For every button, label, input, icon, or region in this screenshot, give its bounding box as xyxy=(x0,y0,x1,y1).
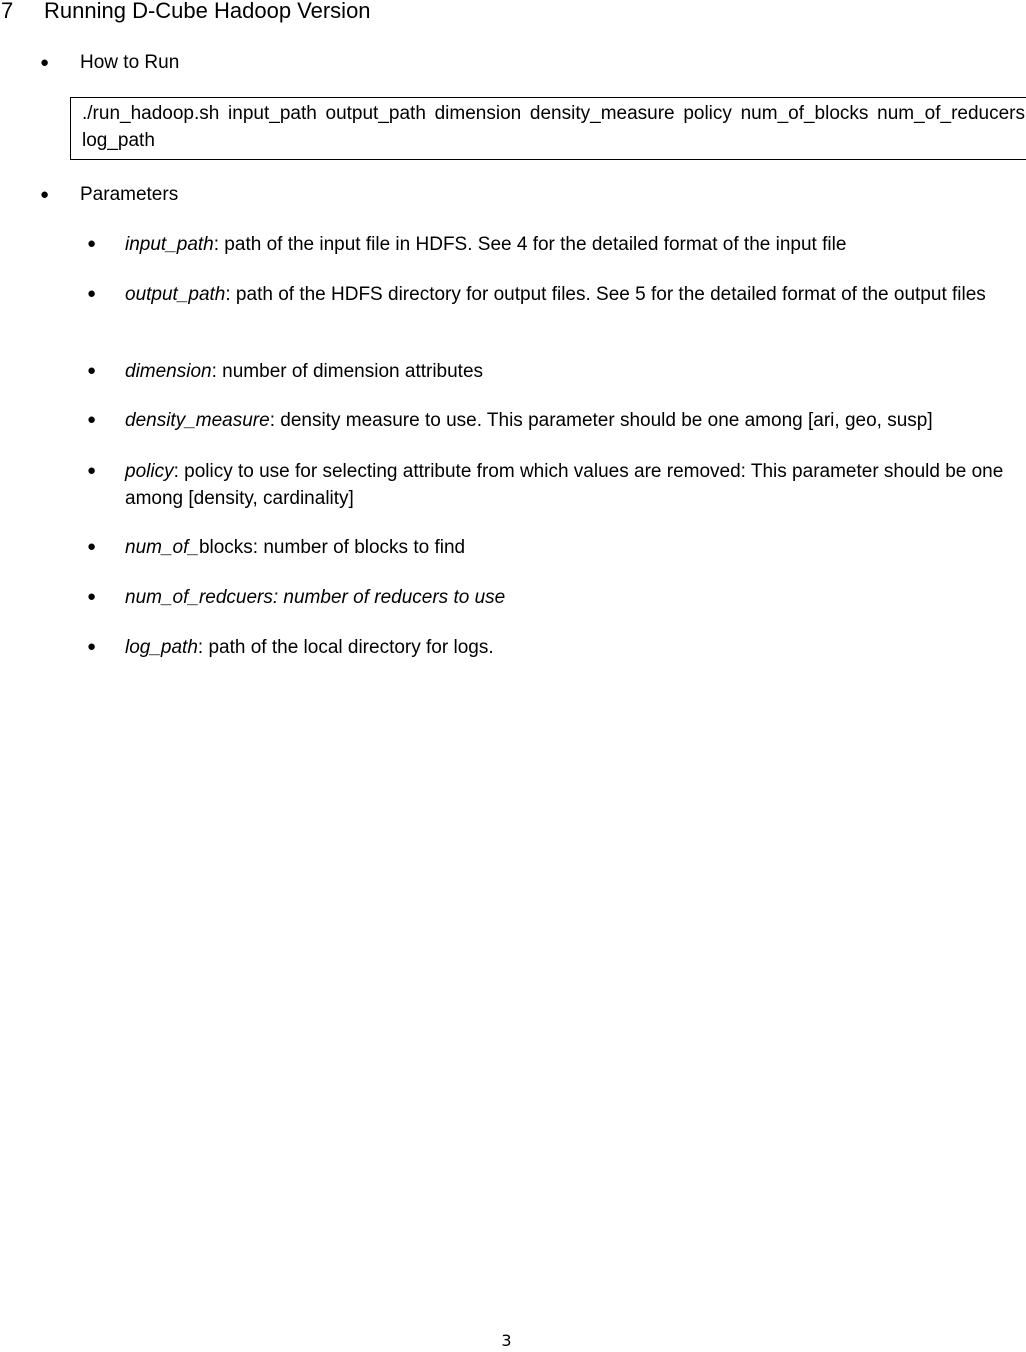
parameter-name: num_of_redcuers: number of reducers to use xyxy=(125,587,506,608)
bullet-icon: ● xyxy=(87,235,97,252)
parameter-name: input_path xyxy=(125,234,214,255)
section-heading xyxy=(1,0,371,25)
parameter-name: density_measure xyxy=(125,410,270,431)
how-to-run-label: How to Run xyxy=(80,52,180,73)
bullet-icon: ● xyxy=(87,285,97,302)
bullet-icon: ● xyxy=(87,411,97,428)
parameter-description: : density measure to use. This parameter should be one among [ari, geo, susp] xyxy=(269,410,933,431)
bullet-icon: ● xyxy=(40,54,50,71)
bullet-icon: ● xyxy=(87,588,97,605)
parameter-description: : policy to use for selecting attribute from which values are removed: This parameter should be one among [density, cardinality] xyxy=(125,461,1004,509)
bullet-icon: ● xyxy=(87,538,97,555)
parameters-label: Parameters xyxy=(80,184,179,205)
parameter-description: : path of the HDFS directory for output files. See 5 for the detailed format of the output files xyxy=(225,284,986,305)
bullet-icon: ● xyxy=(87,362,97,379)
parameter-name: output_path xyxy=(125,284,226,305)
parameter-description: : path of the local directory for logs. xyxy=(197,637,494,658)
parameter-description: blocks: number of blocks to find xyxy=(198,537,466,558)
parameter-name: policy xyxy=(125,461,174,482)
command-box: ./run_hadoop.sh input_path output_path dimension density_measure policy num_of_blocks num_of_reducers log_path xyxy=(70,97,1026,160)
page-number: 3 xyxy=(501,1331,512,1350)
section-number: 7 xyxy=(1,0,14,23)
section-title: Running D-Cube Hadoop Version xyxy=(44,0,371,23)
bullet-icon: ● xyxy=(40,186,50,203)
parameter-description: : path of the input file in HDFS. See 4 for the detailed format of the input file xyxy=(213,234,847,255)
bullet-icon: ● xyxy=(87,462,97,479)
parameter-name: log_path xyxy=(125,637,198,658)
parameter-name: num_of_ xyxy=(125,537,199,558)
parameter-description: : number of dimension attributes xyxy=(211,361,484,382)
bullet-icon: ● xyxy=(87,638,97,655)
parameter-name: dimension xyxy=(125,361,212,382)
